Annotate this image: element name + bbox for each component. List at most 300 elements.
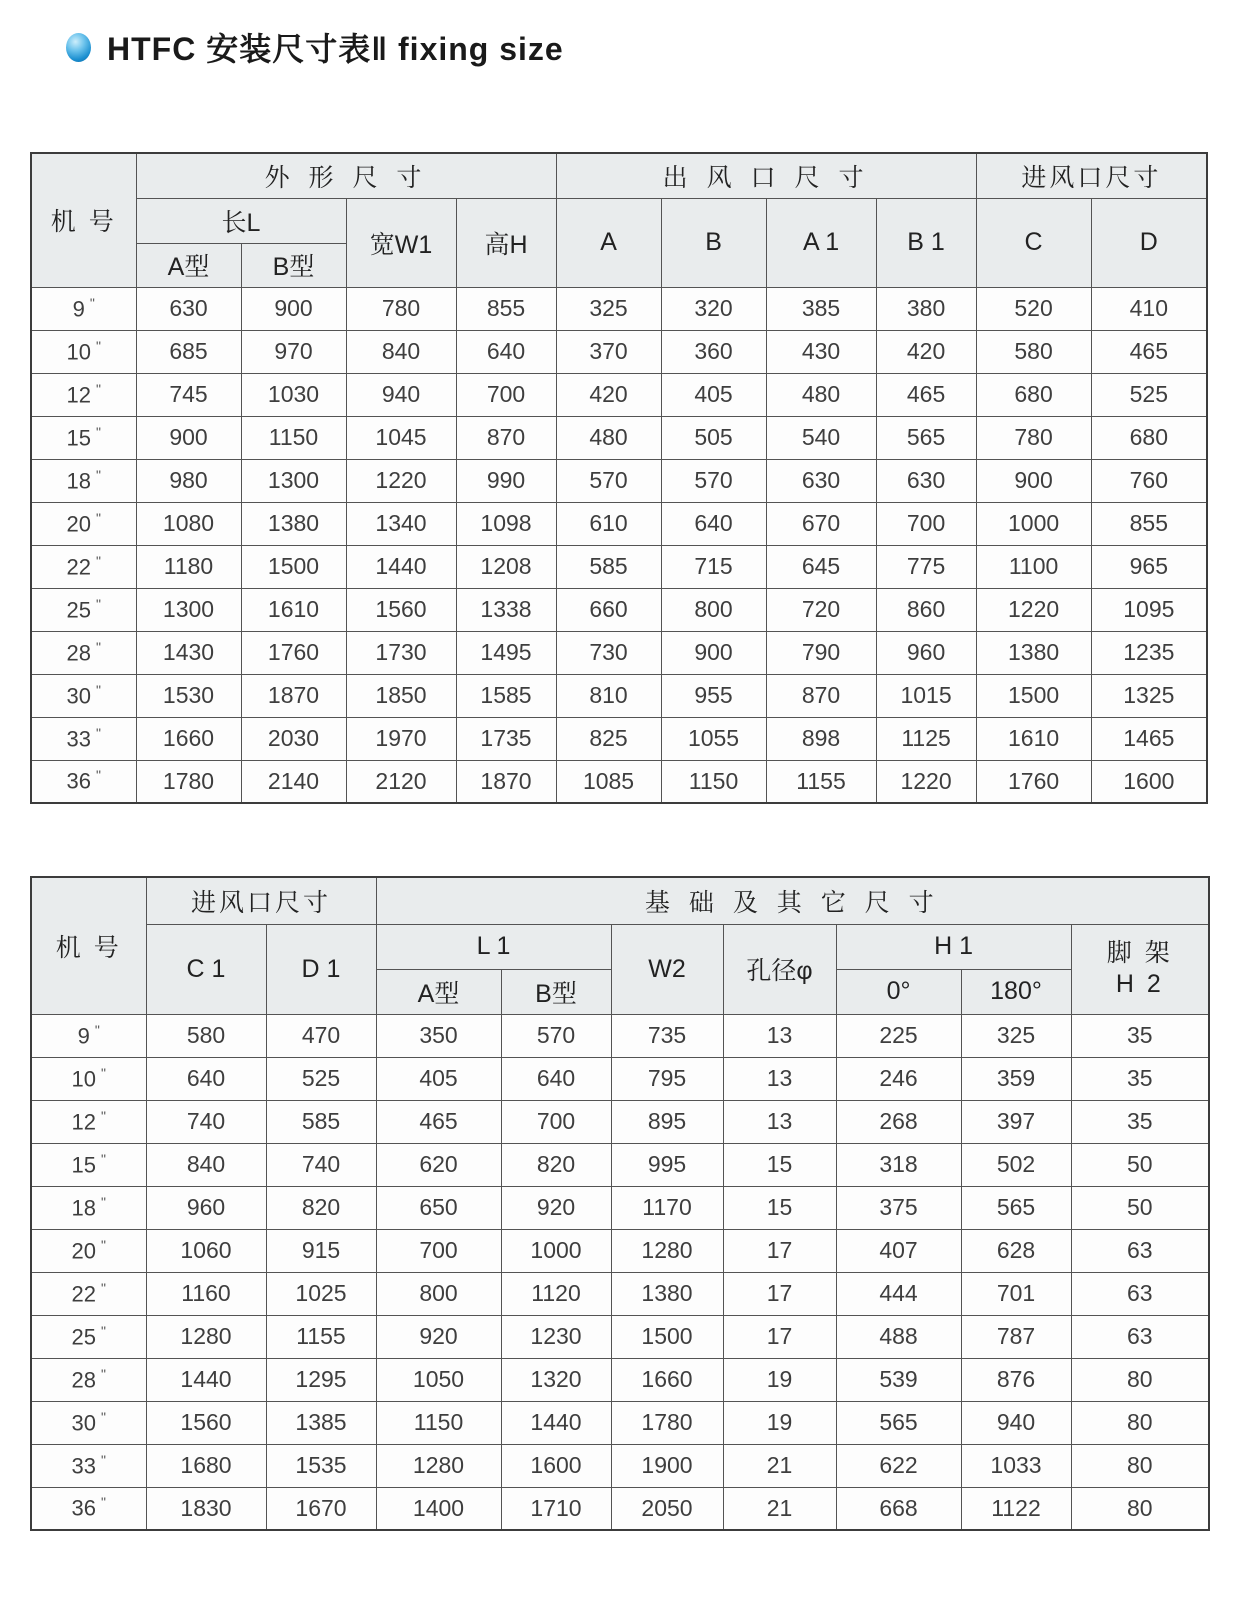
cell: 525 xyxy=(1091,373,1207,416)
cell: 1235 xyxy=(1091,631,1207,674)
cell: 465 xyxy=(376,1100,501,1143)
cell: 1670 xyxy=(266,1487,376,1530)
cell: 1780 xyxy=(611,1401,723,1444)
cell: 502 xyxy=(961,1143,1071,1186)
cell: 570 xyxy=(501,1014,611,1057)
cell: 1660 xyxy=(611,1358,723,1401)
cell: 895 xyxy=(611,1100,723,1143)
cell: 840 xyxy=(146,1143,266,1186)
row-size-label: 12 " xyxy=(31,373,136,416)
cell: 570 xyxy=(661,459,766,502)
cell: 870 xyxy=(456,416,556,459)
cell: 1098 xyxy=(456,502,556,545)
cell: 385 xyxy=(766,287,876,330)
cell: 1000 xyxy=(501,1229,611,1272)
table-row xyxy=(31,287,1207,330)
cell: 50 xyxy=(1071,1186,1209,1229)
cell: 1870 xyxy=(456,760,556,803)
cell: 960 xyxy=(146,1186,266,1229)
cell: 480 xyxy=(766,373,876,416)
cell: 2120 xyxy=(346,760,456,803)
outline-and-port-dimensions-table xyxy=(30,152,1208,804)
cell: 420 xyxy=(556,373,661,416)
cell: 19 xyxy=(723,1401,836,1444)
row-size-label: 15 " xyxy=(31,416,136,459)
row-size-label: 9 " xyxy=(31,1014,146,1057)
cell: 1280 xyxy=(376,1444,501,1487)
cell: 225 xyxy=(836,1014,961,1057)
cell: 465 xyxy=(1091,330,1207,373)
cell: 760 xyxy=(1091,459,1207,502)
cell: 1380 xyxy=(611,1272,723,1315)
cell: 745 xyxy=(136,373,241,416)
table-row xyxy=(31,1487,1209,1530)
cell: 1150 xyxy=(376,1401,501,1444)
cell: 505 xyxy=(661,416,766,459)
cell: 900 xyxy=(241,287,346,330)
cell: 1610 xyxy=(241,588,346,631)
cell: 520 xyxy=(976,287,1091,330)
header-c1: C 1 xyxy=(146,924,266,1014)
cell: 570 xyxy=(556,459,661,502)
cell: 405 xyxy=(376,1057,501,1100)
cell: 325 xyxy=(961,1014,1071,1057)
cell: 700 xyxy=(501,1100,611,1143)
cell: 730 xyxy=(556,631,661,674)
table-row xyxy=(31,1315,1209,1358)
cell: 63 xyxy=(1071,1229,1209,1272)
cell: 1500 xyxy=(611,1315,723,1358)
cell: 640 xyxy=(661,502,766,545)
cell: 350 xyxy=(376,1014,501,1057)
cell: 955 xyxy=(661,674,766,717)
cell: 1150 xyxy=(241,416,346,459)
cell: 1125 xyxy=(876,717,976,760)
cell: 855 xyxy=(1091,502,1207,545)
cell: 63 xyxy=(1071,1272,1209,1315)
cell: 13 xyxy=(723,1100,836,1143)
header-foot-frame-line2: H 2 xyxy=(1115,970,1164,998)
cell: 855 xyxy=(456,287,556,330)
header-a1: A 1 xyxy=(766,198,876,287)
table-row xyxy=(31,1100,1209,1143)
cell: 580 xyxy=(976,330,1091,373)
cell: 898 xyxy=(766,717,876,760)
row-size-label: 10 " xyxy=(31,330,136,373)
header-foot-frame-line1: 脚 架 xyxy=(1106,938,1173,967)
cell: 800 xyxy=(661,588,766,631)
cell: 900 xyxy=(661,631,766,674)
row-size-label: 33 " xyxy=(31,717,136,760)
cell: 488 xyxy=(836,1315,961,1358)
cell: 900 xyxy=(976,459,1091,502)
cell: 620 xyxy=(376,1143,501,1186)
cell: 1465 xyxy=(1091,717,1207,760)
row-size-label: 36 " xyxy=(31,760,136,803)
row-size-label: 25 " xyxy=(31,1315,146,1358)
table-row xyxy=(31,1057,1209,1100)
cell: 920 xyxy=(501,1186,611,1229)
header-width-w1: 宽W1 xyxy=(346,198,456,287)
header-h1: H 1 xyxy=(836,924,1071,969)
cell: 585 xyxy=(556,545,661,588)
row-size-label: 18 " xyxy=(31,1186,146,1229)
cell: 15 xyxy=(723,1186,836,1229)
cell: 740 xyxy=(266,1143,376,1186)
cell: 17 xyxy=(723,1229,836,1272)
cell: 1610 xyxy=(976,717,1091,760)
cell: 410 xyxy=(1091,287,1207,330)
cell: 13 xyxy=(723,1014,836,1057)
cell: 1760 xyxy=(241,631,346,674)
cell: 1100 xyxy=(976,545,1091,588)
header-d: D xyxy=(1091,198,1207,287)
cell: 1122 xyxy=(961,1487,1071,1530)
row-size-label: 28 " xyxy=(31,1358,146,1401)
cell: 860 xyxy=(876,588,976,631)
cell: 735 xyxy=(611,1014,723,1057)
cell: 960 xyxy=(876,631,976,674)
cell: 622 xyxy=(836,1444,961,1487)
table-row xyxy=(31,330,1207,373)
table-row xyxy=(31,416,1207,459)
cell: 80 xyxy=(1071,1401,1209,1444)
cell: 80 xyxy=(1071,1487,1209,1530)
cell: 320 xyxy=(661,287,766,330)
cell: 1220 xyxy=(346,459,456,502)
header-a: A xyxy=(556,198,661,287)
cell: 940 xyxy=(961,1401,1071,1444)
cell: 920 xyxy=(376,1315,501,1358)
cell: 2030 xyxy=(241,717,346,760)
table-row xyxy=(31,502,1207,545)
cell: 1735 xyxy=(456,717,556,760)
cell: 2140 xyxy=(241,760,346,803)
cell: 1495 xyxy=(456,631,556,674)
cell: 840 xyxy=(346,330,456,373)
row-size-label: 28 " xyxy=(31,631,136,674)
cell: 1300 xyxy=(136,588,241,631)
cell: 17 xyxy=(723,1315,836,1358)
cell: 740 xyxy=(146,1100,266,1143)
table-row xyxy=(31,1401,1209,1444)
cell: 539 xyxy=(836,1358,961,1401)
header-base-dims: 基 础 及 其 它 尺 寸 xyxy=(376,877,1209,924)
header-machine-no: 机 号 xyxy=(31,153,136,287)
foundation-dimensions-table xyxy=(30,876,1210,1531)
header-b1: B 1 xyxy=(876,198,976,287)
page-title: HTFC 安装尺寸表‖ fixing size xyxy=(107,31,564,67)
header-type-a: A型 xyxy=(376,969,501,1014)
cell: 775 xyxy=(876,545,976,588)
cell: 370 xyxy=(556,330,661,373)
cell: 1430 xyxy=(136,631,241,674)
cell: 1160 xyxy=(146,1272,266,1315)
cell: 1380 xyxy=(976,631,1091,674)
cell: 1208 xyxy=(456,545,556,588)
page-title-row xyxy=(66,24,564,70)
row-size-label: 20 " xyxy=(31,1229,146,1272)
cell: 1380 xyxy=(241,502,346,545)
header-outline-dims: 外 形 尺 寸 xyxy=(136,153,556,198)
row-size-label: 22 " xyxy=(31,545,136,588)
header-180-deg: 180° xyxy=(961,969,1071,1014)
cell: 359 xyxy=(961,1057,1071,1100)
cell: 780 xyxy=(976,416,1091,459)
cell: 820 xyxy=(266,1186,376,1229)
header-inlet-dims: 进风口尺寸 xyxy=(976,153,1207,198)
table-row xyxy=(31,1143,1209,1186)
cell: 470 xyxy=(266,1014,376,1057)
cell: 876 xyxy=(961,1358,1071,1401)
cell: 668 xyxy=(836,1487,961,1530)
header-type-a: A型 xyxy=(136,243,241,287)
header-b: B xyxy=(661,198,766,287)
cell: 397 xyxy=(961,1100,1071,1143)
cell: 1060 xyxy=(146,1229,266,1272)
cell: 80 xyxy=(1071,1444,1209,1487)
cell: 565 xyxy=(961,1186,1071,1229)
cell: 965 xyxy=(1091,545,1207,588)
table-row xyxy=(31,631,1207,674)
cell: 780 xyxy=(346,287,456,330)
table-row xyxy=(31,674,1207,717)
cell: 825 xyxy=(556,717,661,760)
cell: 1300 xyxy=(241,459,346,502)
cell: 1085 xyxy=(556,760,661,803)
blue-sphere-bullet-icon xyxy=(66,33,91,62)
cell: 800 xyxy=(376,1272,501,1315)
cell: 630 xyxy=(766,459,876,502)
cell: 628 xyxy=(961,1229,1071,1272)
cell: 420 xyxy=(876,330,976,373)
cell: 1000 xyxy=(976,502,1091,545)
cell: 2050 xyxy=(611,1487,723,1530)
cell: 680 xyxy=(976,373,1091,416)
cell: 970 xyxy=(241,330,346,373)
cell: 21 xyxy=(723,1444,836,1487)
cell: 1180 xyxy=(136,545,241,588)
cell: 19 xyxy=(723,1358,836,1401)
table-row xyxy=(31,1014,1209,1057)
cell: 1850 xyxy=(346,674,456,717)
cell: 700 xyxy=(376,1229,501,1272)
cell: 1340 xyxy=(346,502,456,545)
cell: 1970 xyxy=(346,717,456,760)
cell: 35 xyxy=(1071,1057,1209,1100)
table-row xyxy=(31,373,1207,416)
cell: 1015 xyxy=(876,674,976,717)
cell: 980 xyxy=(136,459,241,502)
header-foot-frame-h2 xyxy=(1071,924,1209,1014)
cell: 1710 xyxy=(501,1487,611,1530)
cell: 1500 xyxy=(241,545,346,588)
cell: 685 xyxy=(136,330,241,373)
header-outlet-dims: 出 风 口 尺 寸 xyxy=(556,153,976,198)
cell: 1400 xyxy=(376,1487,501,1530)
cell: 1870 xyxy=(241,674,346,717)
row-size-label: 22 " xyxy=(31,1272,146,1315)
cell: 870 xyxy=(766,674,876,717)
table-row xyxy=(31,1272,1209,1315)
cell: 940 xyxy=(346,373,456,416)
cell: 1660 xyxy=(136,717,241,760)
header-type-b: B型 xyxy=(501,969,611,1014)
cell: 13 xyxy=(723,1057,836,1100)
cell: 465 xyxy=(876,373,976,416)
cell: 790 xyxy=(766,631,876,674)
cell: 1900 xyxy=(611,1444,723,1487)
cell: 680 xyxy=(1091,416,1207,459)
row-size-label: 30 " xyxy=(31,674,136,717)
cell: 63 xyxy=(1071,1315,1209,1358)
cell: 325 xyxy=(556,287,661,330)
cell: 540 xyxy=(766,416,876,459)
cell: 640 xyxy=(456,330,556,373)
cell: 1295 xyxy=(266,1358,376,1401)
cell: 1120 xyxy=(501,1272,611,1315)
header-w2: W2 xyxy=(611,924,723,1014)
cell: 1560 xyxy=(346,588,456,631)
cell: 1150 xyxy=(661,760,766,803)
cell: 1230 xyxy=(501,1315,611,1358)
row-size-label: 10 " xyxy=(31,1057,146,1100)
cell: 670 xyxy=(766,502,876,545)
table1-body xyxy=(31,287,1207,803)
cell: 1385 xyxy=(266,1401,376,1444)
table-row xyxy=(31,459,1207,502)
header-length-l: 长L xyxy=(136,198,346,243)
header-inlet-dims: 进风口尺寸 xyxy=(146,877,376,924)
cell: 1030 xyxy=(241,373,346,416)
cell: 1095 xyxy=(1091,588,1207,631)
cell: 701 xyxy=(961,1272,1071,1315)
cell: 1055 xyxy=(661,717,766,760)
cell: 660 xyxy=(556,588,661,631)
header-l1: L 1 xyxy=(376,924,611,969)
cell: 565 xyxy=(836,1401,961,1444)
cell: 444 xyxy=(836,1272,961,1315)
table-row xyxy=(31,717,1207,760)
row-size-label: 20 " xyxy=(31,502,136,545)
row-size-label: 12 " xyxy=(31,1100,146,1143)
cell: 1025 xyxy=(266,1272,376,1315)
cell: 580 xyxy=(146,1014,266,1057)
cell: 1050 xyxy=(376,1358,501,1401)
cell: 268 xyxy=(836,1100,961,1143)
header-type-b: B型 xyxy=(241,243,346,287)
table-row xyxy=(31,1229,1209,1272)
table-row xyxy=(31,588,1207,631)
cell: 640 xyxy=(146,1057,266,1100)
cell: 1280 xyxy=(611,1229,723,1272)
cell: 1600 xyxy=(501,1444,611,1487)
cell: 1830 xyxy=(146,1487,266,1530)
cell: 35 xyxy=(1071,1100,1209,1143)
cell: 246 xyxy=(836,1057,961,1100)
cell: 430 xyxy=(766,330,876,373)
cell: 1155 xyxy=(266,1315,376,1358)
cell: 1440 xyxy=(146,1358,266,1401)
cell: 17 xyxy=(723,1272,836,1315)
cell: 407 xyxy=(836,1229,961,1272)
table-row xyxy=(31,760,1207,803)
row-size-label: 36 " xyxy=(31,1487,146,1530)
table-row xyxy=(31,1358,1209,1401)
cell: 1600 xyxy=(1091,760,1207,803)
cell: 21 xyxy=(723,1487,836,1530)
row-size-label: 30 " xyxy=(31,1401,146,1444)
cell: 715 xyxy=(661,545,766,588)
cell: 405 xyxy=(661,373,766,416)
header-machine-no: 机 号 xyxy=(31,877,146,1014)
row-size-label: 25 " xyxy=(31,588,136,631)
table-row xyxy=(31,1444,1209,1487)
cell: 1560 xyxy=(146,1401,266,1444)
cell: 1338 xyxy=(456,588,556,631)
header-0-deg: 0° xyxy=(836,969,961,1014)
cell: 1280 xyxy=(146,1315,266,1358)
header-height-h: 高H xyxy=(456,198,556,287)
cell: 1325 xyxy=(1091,674,1207,717)
cell: 1170 xyxy=(611,1186,723,1229)
table-row xyxy=(31,1186,1209,1229)
cell: 1045 xyxy=(346,416,456,459)
cell: 360 xyxy=(661,330,766,373)
cell: 480 xyxy=(556,416,661,459)
cell: 1440 xyxy=(501,1401,611,1444)
cell: 990 xyxy=(456,459,556,502)
cell: 795 xyxy=(611,1057,723,1100)
cell: 995 xyxy=(611,1143,723,1186)
cell: 525 xyxy=(266,1057,376,1100)
cell: 1033 xyxy=(961,1444,1071,1487)
cell: 1080 xyxy=(136,502,241,545)
cell: 380 xyxy=(876,287,976,330)
header-hole-diameter: 孔径φ xyxy=(723,924,836,1014)
cell: 900 xyxy=(136,416,241,459)
table-row xyxy=(31,545,1207,588)
cell: 1220 xyxy=(976,588,1091,631)
cell: 318 xyxy=(836,1143,961,1186)
row-size-label: 18 " xyxy=(31,459,136,502)
cell: 585 xyxy=(266,1100,376,1143)
cell: 1320 xyxy=(501,1358,611,1401)
cell: 1780 xyxy=(136,760,241,803)
cell: 1530 xyxy=(136,674,241,717)
cell: 565 xyxy=(876,416,976,459)
cell: 915 xyxy=(266,1229,376,1272)
cell: 35 xyxy=(1071,1014,1209,1057)
row-size-label: 33 " xyxy=(31,1444,146,1487)
cell: 1535 xyxy=(266,1444,376,1487)
cell: 1500 xyxy=(976,674,1091,717)
cell: 700 xyxy=(876,502,976,545)
cell: 820 xyxy=(501,1143,611,1186)
cell: 1585 xyxy=(456,674,556,717)
cell: 375 xyxy=(836,1186,961,1229)
cell: 1220 xyxy=(876,760,976,803)
cell: 15 xyxy=(723,1143,836,1186)
cell: 610 xyxy=(556,502,661,545)
cell: 50 xyxy=(1071,1143,1209,1186)
cell: 640 xyxy=(501,1057,611,1100)
cell: 700 xyxy=(456,373,556,416)
cell: 630 xyxy=(876,459,976,502)
row-size-label: 15 " xyxy=(31,1143,146,1186)
cell: 650 xyxy=(376,1186,501,1229)
cell: 787 xyxy=(961,1315,1071,1358)
